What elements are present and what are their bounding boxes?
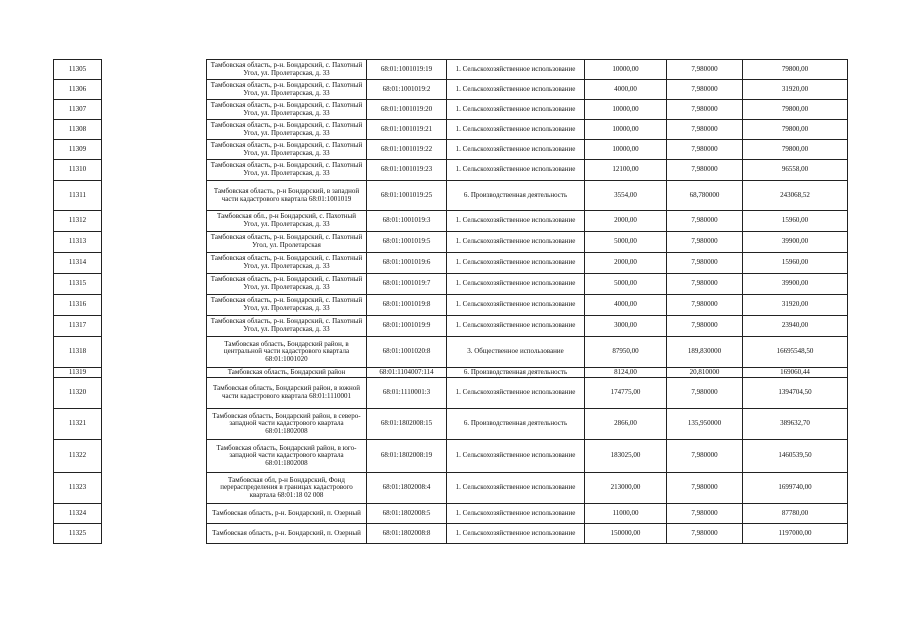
cadastral-number-cell: 68:01:1104007:114 xyxy=(367,368,447,378)
address-cell: Тамбовская область, р-н. Бондарский, с. Пахотный Угол, ул. Пролетарская, д. 33 xyxy=(207,316,367,337)
blank-column xyxy=(102,274,207,295)
cadastral-number-cell: 68:01:1001019:23 xyxy=(367,160,447,181)
specific-value-cell: 7,980000 xyxy=(667,524,743,544)
land-use-cell: 6. Производственная деятельность xyxy=(447,368,585,378)
cadastral-value-cell: 1197000,00 xyxy=(743,524,848,544)
address-cell: Тамбовская область, р-н. Бондарский, с. Пахотный Угол, ул. Пролетарская, д. 33 xyxy=(207,274,367,295)
table-row xyxy=(54,473,848,504)
row-number: 11305 xyxy=(54,60,102,80)
cadastral-number-cell: 68:01:1001019:9 xyxy=(367,316,447,337)
address-cell: Тамбовская область, р-н. Бондарский, с. Пахотный Угол, ул. Пролетарская, д. 33 xyxy=(207,120,367,140)
cadastral-number-cell: 68:01:1001019:3 xyxy=(367,211,447,232)
row-number: 11309 xyxy=(54,140,102,160)
area-cell: 4000,00 xyxy=(585,295,667,316)
land-use-cell: 1. Сельскохозяйственное использование xyxy=(447,60,585,80)
land-use-cell: 1. Сельскохозяйственное использование xyxy=(447,211,585,232)
area-cell: 10000,00 xyxy=(585,100,667,120)
specific-value-cell: 7,980000 xyxy=(667,232,743,253)
area-cell: 174775,00 xyxy=(585,378,667,409)
address-cell: Тамбовская область, р-н. Бондарский, с. Пахотный Угол, ул. Пролетарская, д. 33 xyxy=(207,253,367,274)
land-use-cell: 6. Производственная деятельность xyxy=(447,181,585,211)
blank-column xyxy=(102,211,207,232)
area-cell: 12100,00 xyxy=(585,160,667,181)
land-use-cell: 6. Производственная деятельность xyxy=(447,409,585,440)
cadastral-number-cell: 68:01:1001019:19 xyxy=(367,60,447,80)
specific-value-cell: 7,980000 xyxy=(667,80,743,100)
land-use-cell: 1. Сельскохозяйственное использование xyxy=(447,100,585,120)
cadastral-value-cell: 79800,00 xyxy=(743,140,848,160)
specific-value-cell: 7,980000 xyxy=(667,253,743,274)
cadastral-number-cell: 68:01:1001019:25 xyxy=(367,181,447,211)
land-use-cell: 1. Сельскохозяйственное использование xyxy=(447,274,585,295)
blank-column xyxy=(102,473,207,504)
address-cell: Тамбовская область, р-н. Бондарский, с. Пахотный Угол, ул. Пролетарская, д. 33 xyxy=(207,160,367,181)
row-number: 11320 xyxy=(54,378,102,409)
address-cell: Тамбовская область, р-н. Бондарский, с. Пахотный Угол, ул. Пролетарская, д. 33 xyxy=(207,80,367,100)
table-row xyxy=(54,80,848,100)
area-cell: 10000,00 xyxy=(585,140,667,160)
specific-value-cell: 7,980000 xyxy=(667,60,743,80)
area-cell: 3000,00 xyxy=(585,316,667,337)
area-cell: 11000,00 xyxy=(585,504,667,524)
address-cell: Тамбовская область, р-н. Бондарский, с. Пахотный Угол, ул. Пролетарская, д. 33 xyxy=(207,100,367,120)
row-number: 11312 xyxy=(54,211,102,232)
cadastral-value-cell: 31920,00 xyxy=(743,295,848,316)
row-number: 11319 xyxy=(54,368,102,378)
area-cell: 10000,00 xyxy=(585,60,667,80)
specific-value-cell: 7,980000 xyxy=(667,100,743,120)
blank-column xyxy=(102,140,207,160)
row-number: 11310 xyxy=(54,160,102,181)
row-number: 11323 xyxy=(54,473,102,504)
specific-value-cell: 20,810000 xyxy=(667,368,743,378)
specific-value-cell: 7,980000 xyxy=(667,140,743,160)
row-number: 11318 xyxy=(54,337,102,368)
cadastral-value-cell: 96558,00 xyxy=(743,160,848,181)
cadastral-number-cell: 68:01:1802008:4 xyxy=(367,473,447,504)
cadastral-number-cell: 68:01:1802008:19 xyxy=(367,440,447,473)
cadastral-number-cell: 68:01:1001019:7 xyxy=(367,274,447,295)
table-row xyxy=(54,409,848,440)
row-number: 11307 xyxy=(54,100,102,120)
cadastral-value-cell: 16695548,50 xyxy=(743,337,848,368)
cadastral-value-cell: 79800,00 xyxy=(743,100,848,120)
area-cell: 10000,00 xyxy=(585,120,667,140)
table-row xyxy=(54,295,848,316)
specific-value-cell: 7,980000 xyxy=(667,504,743,524)
cadastral-value-cell: 1460539,50 xyxy=(743,440,848,473)
cadastral-value-cell: 1699740,00 xyxy=(743,473,848,504)
land-use-cell: 1. Сельскохозяйственное использование xyxy=(447,80,585,100)
address-cell: Тамбовская область, Бондарский район, в центральной части кадастрового квартала 68:01:1001020 xyxy=(207,337,367,368)
area-cell: 5000,00 xyxy=(585,274,667,295)
blank-column xyxy=(102,295,207,316)
address-cell: Тамбовская область, р-н. Бондарский, с. Пахотный Угол, ул. Пролетарская, д. 33 xyxy=(207,60,367,80)
address-cell: Тамбовская область, р-н. Бондарский, п. Озерный xyxy=(207,504,367,524)
land-use-cell: 1. Сельскохозяйственное использование xyxy=(447,504,585,524)
row-number: 11314 xyxy=(54,253,102,274)
specific-value-cell: 68,780000 xyxy=(667,181,743,211)
blank-column xyxy=(102,409,207,440)
table-row xyxy=(54,524,848,544)
row-number: 11325 xyxy=(54,524,102,544)
address-cell: Тамбовская область, р-н. Бондарский, с. Пахотный Угол, ул. Пролетарская, д. 33 xyxy=(207,295,367,316)
row-number: 11316 xyxy=(54,295,102,316)
area-cell: 213000,00 xyxy=(585,473,667,504)
table-row xyxy=(54,211,848,232)
address-cell: Тамбовская область, р-н. Бондарский, с. Пахотный Угол, ул. Пролетарская xyxy=(207,232,367,253)
row-number: 11306 xyxy=(54,80,102,100)
cadastral-value-cell: 39900,00 xyxy=(743,232,848,253)
specific-value-cell: 7,980000 xyxy=(667,378,743,409)
table-row xyxy=(54,100,848,120)
cadastral-value-cell: 87780,00 xyxy=(743,504,848,524)
cadastral-number-cell: 68:01:1802008:8 xyxy=(367,524,447,544)
address-cell: Тамбовская область, Бондарский район xyxy=(207,368,367,378)
row-number: 11315 xyxy=(54,274,102,295)
cadastral-number-cell: 68:01:1110001:3 xyxy=(367,378,447,409)
row-number: 11322 xyxy=(54,440,102,473)
land-use-cell: 1. Сельскохозяйственное использование xyxy=(447,378,585,409)
cadastral-number-cell: 68:01:1001019:22 xyxy=(367,140,447,160)
address-cell: Тамбовская обл., р-н Бондарский, с. Пахотный Угол, ул. Пролетарская, д. 33 xyxy=(207,211,367,232)
address-cell: Тамбовская обл, р-н Бондарский, Фонд перераспределения в границах кадастрового квартала 68:01:18 02 008 xyxy=(207,473,367,504)
specific-value-cell: 7,980000 xyxy=(667,274,743,295)
table-row xyxy=(54,378,848,409)
address-cell: Тамбовская область, Бондарский район, в северо-западной части кадастрового квартала 68:01:1802008 xyxy=(207,409,367,440)
area-cell: 183025,00 xyxy=(585,440,667,473)
table-row xyxy=(54,232,848,253)
blank-column xyxy=(102,337,207,368)
table-row xyxy=(54,274,848,295)
cadastral-number-cell: 68:01:1802008:15 xyxy=(367,409,447,440)
cadastral-value-cell: 23940,00 xyxy=(743,316,848,337)
cadastral-value-cell: 169060,44 xyxy=(743,368,848,378)
area-cell: 8124,00 xyxy=(585,368,667,378)
table-row xyxy=(54,160,848,181)
cadastral-value-cell: 389632,70 xyxy=(743,409,848,440)
table-row xyxy=(54,253,848,274)
land-use-cell: 1. Сельскохозяйственное использование xyxy=(447,524,585,544)
table-row xyxy=(54,181,848,211)
cadastral-number-cell: 68:01:1001019:20 xyxy=(367,100,447,120)
cadastral-number-cell: 68:01:1001019:2 xyxy=(367,80,447,100)
specific-value-cell: 7,980000 xyxy=(667,473,743,504)
area-cell: 2866,00 xyxy=(585,409,667,440)
cadastral-value-cell: 243068,52 xyxy=(743,181,848,211)
cadastral-value-cell: 31920,00 xyxy=(743,80,848,100)
specific-value-cell: 7,980000 xyxy=(667,316,743,337)
table-body xyxy=(54,60,848,544)
blank-column xyxy=(102,60,207,80)
specific-value-cell: 7,980000 xyxy=(667,160,743,181)
cadastral-value-cell: 79800,00 xyxy=(743,120,848,140)
table-row xyxy=(54,368,848,378)
row-number: 11311 xyxy=(54,181,102,211)
area-cell: 87950,00 xyxy=(585,337,667,368)
cadastral-number-cell: 68:01:1001019:21 xyxy=(367,120,447,140)
blank-column xyxy=(102,120,207,140)
cadastral-value-table xyxy=(53,59,848,544)
blank-column xyxy=(102,80,207,100)
cadastral-number-cell: 68:01:1001019:5 xyxy=(367,232,447,253)
blank-column xyxy=(102,316,207,337)
area-cell: 150000,00 xyxy=(585,524,667,544)
land-use-cell: 1. Сельскохозяйственное использование xyxy=(447,295,585,316)
address-cell: Тамбовская область, р-н Бондарский, в западной части кадастрового квартала 68:01:1001019 xyxy=(207,181,367,211)
land-use-cell: 1. Сельскохозяйственное использование xyxy=(447,232,585,253)
land-use-cell: 1. Сельскохозяйственное использование xyxy=(447,120,585,140)
cadastral-number-cell: 68:01:1001019:8 xyxy=(367,295,447,316)
table-row xyxy=(54,337,848,368)
land-use-cell: 1. Сельскохозяйственное использование xyxy=(447,140,585,160)
cadastral-value-cell: 79800,00 xyxy=(743,60,848,80)
table-row xyxy=(54,60,848,80)
blank-column xyxy=(102,100,207,120)
area-cell: 3554,00 xyxy=(585,181,667,211)
row-number: 11321 xyxy=(54,409,102,440)
cadastral-value-cell: 15960,00 xyxy=(743,211,848,232)
blank-column xyxy=(102,160,207,181)
blank-column xyxy=(102,368,207,378)
blank-column xyxy=(102,504,207,524)
address-cell: Тамбовская область, р-н. Бондарский, с. Пахотный Угол, ул. Пролетарская, д. 33 xyxy=(207,140,367,160)
area-cell: 4000,00 xyxy=(585,80,667,100)
specific-value-cell: 7,980000 xyxy=(667,295,743,316)
address-cell: Тамбовская область, Бондарский район, в юго-западной части кадастрового квартала 68:01:1802008 xyxy=(207,440,367,473)
cadastral-value-cell: 39900,00 xyxy=(743,274,848,295)
area-cell: 5000,00 xyxy=(585,232,667,253)
blank-column xyxy=(102,524,207,544)
address-cell: Тамбовская область, р-н. Бондарский, п. Озерный xyxy=(207,524,367,544)
blank-column xyxy=(102,253,207,274)
area-cell: 2000,00 xyxy=(585,211,667,232)
table-row xyxy=(54,316,848,337)
land-use-cell: 1. Сельскохозяйственное использование xyxy=(447,253,585,274)
cadastral-number-cell: 68:01:1802008:5 xyxy=(367,504,447,524)
specific-value-cell: 7,980000 xyxy=(667,211,743,232)
cadastral-value-cell: 1394704,50 xyxy=(743,378,848,409)
row-number: 11317 xyxy=(54,316,102,337)
row-number: 11313 xyxy=(54,232,102,253)
cadastral-value-cell: 15960,00 xyxy=(743,253,848,274)
cadastral-number-cell: 68:01:1001019:6 xyxy=(367,253,447,274)
blank-column xyxy=(102,440,207,473)
land-use-cell: 1. Сельскохозяйственное использование xyxy=(447,160,585,181)
table-row xyxy=(54,504,848,524)
table-row xyxy=(54,120,848,140)
table-row xyxy=(54,140,848,160)
address-cell: Тамбовская область, Бондарский район, в южной части кадастрового квартала 68:01:1110001 xyxy=(207,378,367,409)
specific-value-cell: 135,950000 xyxy=(667,409,743,440)
land-use-cell: 1. Сельскохозяйственное использование xyxy=(447,316,585,337)
blank-column xyxy=(102,232,207,253)
specific-value-cell: 7,980000 xyxy=(667,440,743,473)
row-number: 11324 xyxy=(54,504,102,524)
table-row xyxy=(54,440,848,473)
blank-column xyxy=(102,378,207,409)
specific-value-cell: 189,830000 xyxy=(667,337,743,368)
area-cell: 2000,00 xyxy=(585,253,667,274)
land-use-cell: 1. Сельскохозяйственное использование xyxy=(447,473,585,504)
land-use-cell: 1. Сельскохозяйственное использование xyxy=(447,440,585,473)
specific-value-cell: 7,980000 xyxy=(667,120,743,140)
blank-column xyxy=(102,181,207,211)
land-use-cell: 3. Общественное использование xyxy=(447,337,585,368)
cadastral-number-cell: 68:01:1001020:8 xyxy=(367,337,447,368)
row-number: 11308 xyxy=(54,120,102,140)
